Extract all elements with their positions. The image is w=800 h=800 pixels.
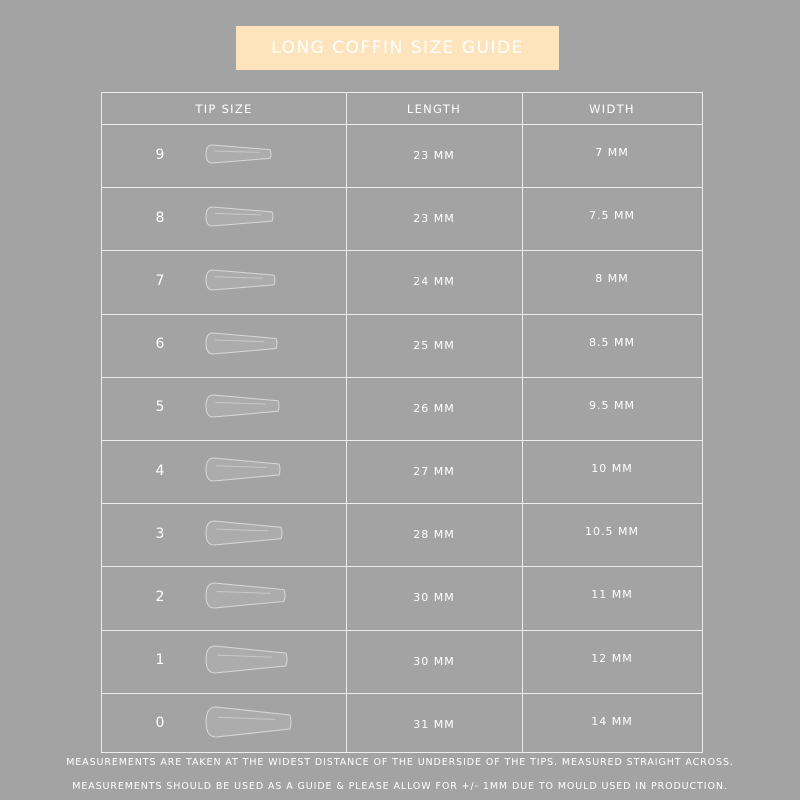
width-value: 8 MM [595,272,629,286]
coffin-nail-tip-icon [205,582,287,609]
length-value: 31 MM [413,717,455,731]
width-value: 11 MM [591,588,633,602]
tip-size-number: 7 [155,272,165,289]
table-row [102,440,702,503]
table-row [102,250,702,313]
size-guide-table [101,92,703,753]
length-value: 28 MM [413,528,455,542]
width-value: 12 MM [591,651,633,665]
table-row [102,124,702,187]
length-value: 23 MM [413,149,455,163]
page-title: LONG COFFIN SIZE GUIDE [271,38,524,58]
header-length: LENGTH [406,101,462,116]
tip-size-number: 8 [155,209,165,226]
tip-size-number: 0 [155,715,165,732]
coffin-nail-tip-icon [205,394,281,418]
tip-size-number: 2 [155,588,165,605]
width-value: 7 MM [595,146,629,160]
tip-size-number: 3 [155,525,165,542]
width-value: 8.5 MM [589,335,635,349]
table-row [102,314,702,377]
coffin-nail-tip-icon [205,144,273,164]
length-value: 27 MM [413,465,455,479]
header-tip-size: TIP SIZE [195,101,253,116]
length-value: 25 MM [413,338,455,352]
tip-size-number: 9 [155,146,165,163]
tip-size-number: 6 [155,336,165,353]
footer-note-1: MEASUREMENTS ARE TAKEN AT THE WIDEST DISTANCE OF THE UNDERSIDE OF THE TIPS. MEASURED STRAIGHT ACROSS. [66,757,734,768]
coffin-nail-tip-icon [205,206,275,227]
coffin-nail-tip-icon [205,645,289,674]
table-row [102,693,702,756]
width-value: 9.5 MM [589,398,635,412]
length-value: 26 MM [413,401,455,415]
footer-note-2: MEASUREMENTS SHOULD BE USED AS A GUIDE & PLEASE ALLOW FOR +/- 1MM DUE TO MOULD USED IN PRODUCTION. [72,781,728,792]
table-row [102,377,702,440]
width-value: 7.5 MM [589,209,635,223]
length-value: 30 MM [413,591,455,605]
width-value: 10.5 MM [585,525,639,539]
coffin-nail-tip-icon [205,269,277,291]
tip-size-number: 1 [155,652,165,669]
length-value: 30 MM [413,654,455,668]
table-row [102,566,702,629]
coffin-nail-tip-icon [205,457,282,482]
width-value: 10 MM [591,462,633,476]
coffin-nail-tip-icon [205,332,279,355]
length-value: 24 MM [413,275,455,289]
coffin-nail-tip-icon [205,706,293,738]
table-row [102,187,702,250]
title-banner [236,26,559,70]
tip-size-number: 5 [155,399,165,416]
header-width: WIDTH [589,101,635,116]
table-row [102,630,702,693]
length-value: 23 MM [413,212,455,226]
table-row [102,503,702,566]
coffin-nail-tip-icon [205,520,284,546]
width-value: 14 MM [591,714,633,728]
tip-size-number: 4 [155,462,165,479]
